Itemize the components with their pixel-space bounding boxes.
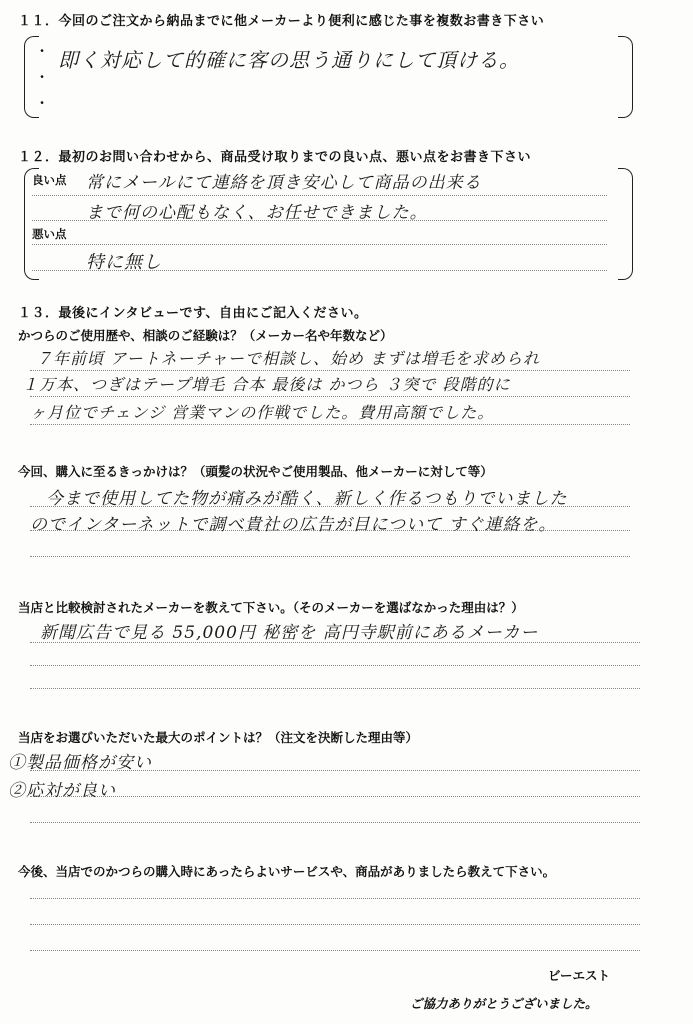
footer-brand: ビーエスト <box>548 968 611 983</box>
answer-rule <box>30 950 640 951</box>
answer-rule <box>30 822 640 823</box>
q13-title: １３．最後にインタビューです、自由にご記入ください。 <box>18 306 368 321</box>
q12-rule <box>32 270 607 271</box>
answer-rule <box>30 665 640 666</box>
reason-answer-line: ①製品価格が安い <box>8 753 152 773</box>
q12-good-answer: まで何の心配もなく、お任せできました。 <box>86 203 428 223</box>
q11-title: １１．今回のご注文から納品までに他メーカーより便利に感じた事を複数お書き下さい <box>18 14 545 29</box>
history-answer-line: ヶ月位でチェンジ 営業マンの作戦でした。費用高額でした。 <box>30 403 495 422</box>
compare-prompt: 当店と比較検討されたメーカーを教えて下さい。（そのメーカーを選ばなかった理由は？） <box>18 600 524 615</box>
answer-rule <box>30 898 640 899</box>
answer-rule <box>30 642 640 643</box>
answer-rule <box>30 924 640 925</box>
compare-answer: 新聞広告で見る 55,000円 秘密を 高円寺駅前にあるメーカー <box>40 623 539 643</box>
history-answer-line: ７年前頃 アートネーチャーで相談し、始め まずは増毛を求められ <box>36 349 541 368</box>
history-answer-line: １万本、つぎはテープ増毛 合本 最後は かつら ３突で 段階的に <box>22 375 511 394</box>
q12-good-label: 良い点 <box>32 173 67 187</box>
q12-title: １２．最初のお問い合わせから、商品受け取りまでの良い点、悪い点をお書き下さい <box>18 150 532 165</box>
answer-rule <box>30 530 630 531</box>
history-prompt: かつらのご使用歴や、相談のご経験は？（メーカー名や年数など） <box>18 328 393 343</box>
q11-bracket-right <box>618 36 633 118</box>
answer-rule <box>30 796 640 797</box>
answer-rule <box>30 770 640 771</box>
trigger-answer-line: 今まで使用してた物が痛みが酷く、新しく作るつもりでいました <box>46 489 568 509</box>
reason-answer-line: ②応対が良い <box>8 781 116 801</box>
q12-bracket-right <box>618 168 633 280</box>
q11-bullet: ・ <box>36 44 49 58</box>
q12-rule <box>32 220 607 221</box>
q12-rule <box>32 244 607 245</box>
q11-bullet: ・ <box>36 96 49 110</box>
answer-rule <box>30 506 630 507</box>
answer-rule <box>30 688 640 689</box>
q11-answer: 即く対応して的確に客の思う通りにして頂ける。 <box>58 48 520 72</box>
q12-rule <box>32 195 607 196</box>
q12-bad-answer: 特に無し <box>86 252 162 273</box>
answer-rule <box>30 370 630 371</box>
q12-good-answer: 常にメールにて連絡を頂き安心して商品の出来る <box>86 173 482 193</box>
answer-rule <box>30 396 630 397</box>
trigger-prompt: 今回、購入に至るきっかけは？（頭髪の状況やご使用製品、他メーカーに対して等） <box>18 464 493 479</box>
services-prompt: 今後、当店でのかつらの購入時にあったらよいサービスや、商品がありましたら教えて下さい。 <box>18 864 556 879</box>
footer-thanks: ご協力ありがとうございました。 <box>410 996 598 1011</box>
answer-rule <box>30 556 630 557</box>
answer-rule <box>30 424 630 425</box>
trigger-answer-line: のでインターネットで調べ貴社の広告が目について すぐ連絡を。 <box>30 515 557 535</box>
reason-prompt: 当店をお選びいただいた最大のポイントは？（注文を決断した理由等） <box>18 730 419 745</box>
q12-bad-label: 悪い点 <box>32 227 67 241</box>
q11-bullet: ・ <box>36 70 49 84</box>
